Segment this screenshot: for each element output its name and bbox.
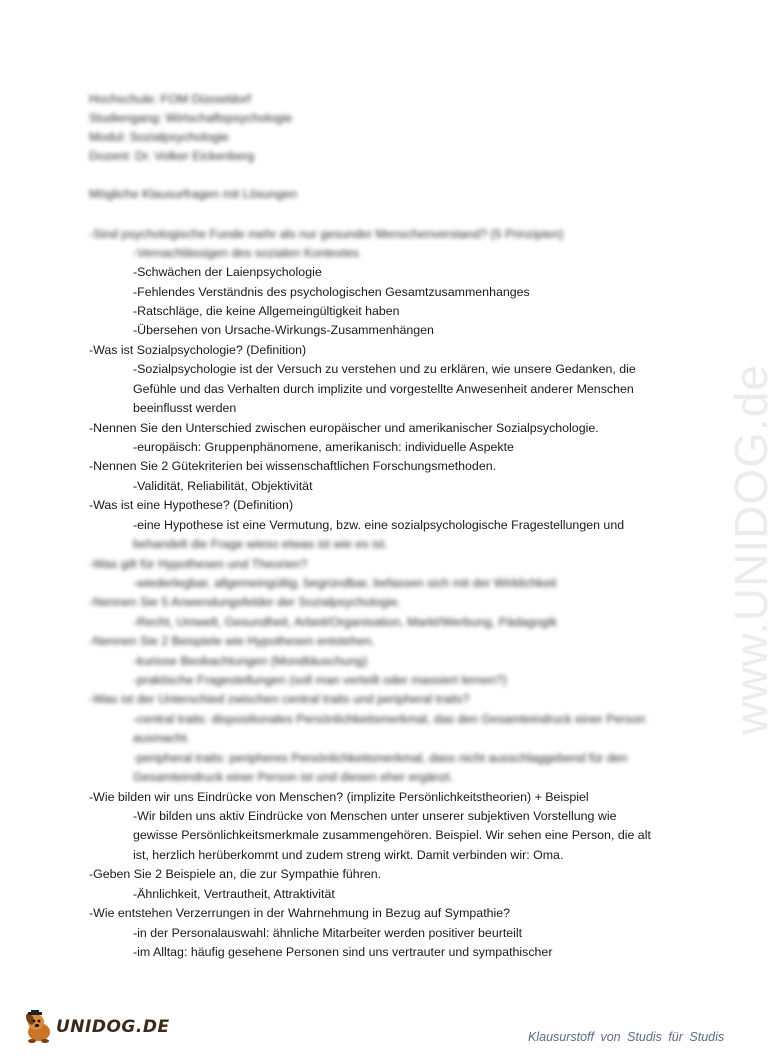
answer-line: Gesamteindruck einer Person ist und diesen eher ergänzt. [133,770,454,784]
answer-line: -Vernachlässigen des sozialen Kontextes [133,246,359,260]
dog-mascot-icon [22,1010,54,1044]
answer-line: -Sozialpsychologie ist der Versuch zu verstehen und zu erklären, wie unsere Gedanken, die [133,362,636,376]
answer-line: -praktische Fragestellungen (soll man verteilt oder massiert lernen?) [133,673,507,687]
answer-line: -Ratschläge, die keine Allgemeingültigkeit haben [133,304,400,318]
answer-line: -in der Personalauswahl: ähnliche Mitarbeiter werden positiver beurteilt [133,926,523,940]
answer-line: -central traits: dispositionales Persönlichkeitsmerkmal, das den Gesamteindruck einer Person [133,712,646,726]
answer-line: beeinflusst werden [133,401,237,415]
answer-line: -Fehlendes Verständnis des psychologischen Gesamtzusammenhanges [133,285,530,299]
answer-line: -Schwächen der Laienpsychologie [133,265,322,279]
answer-line: Gefühle und das Verhalten durch implizite und vorgestellte Anwesenheit anderer Menschen [133,382,634,396]
question-line: -Was gilt für Hypothesen und Theorien? [89,557,308,571]
answer-line: -eine Hypothese ist eine Vermutung, bzw. eine sozialpsychologische Fragestellungen und [133,518,625,532]
header-modul: Modul: Sozialpsychologie [89,130,229,144]
answer-line: -im Alltag: häufig gesehene Personen sind uns vertrauter und sympathischer [133,945,553,959]
question-line: -Nennen Sie 2 Gütekriterien bei wissenschaftlichen Forschungsmethoden. [89,459,497,473]
answer-line: ist, herzlich herüberkommt und zudem streng wirkt. Damit verbinden wir: Oma. [133,848,564,862]
question-line: -Wie bilden wir uns Eindrücke von Menschen? (implizite Persönlichkeitstheorien) + Beispiel [89,790,589,804]
answer-line: ausmacht. [133,731,191,745]
answer-line: gewisse Persönlichkeitsmerkmale zusammengehören. Beispiel. Wir sehen eine Person, die alt [133,828,651,842]
logo-text: UNIDOG.DE [56,1017,170,1037]
question-line: -Sind psychologische Funde mehr als nur gesunder Menschenverstand? (5 Prinzipien) [89,227,564,241]
answer-line: -Ähnlichkeit, Vertrautheit, Attraktivität [133,887,335,901]
answer-line: -Wir bilden uns aktiv Eindrücke von Menschen unter unserer subjektiven Vorstellung wie [133,809,617,823]
question-line: -Geben Sie 2 Beispiele an, die zur Sympathie führen. [89,867,382,881]
unidog-logo [22,1010,170,1044]
answer-line: -Übersehen von Ursache-Wirkungs-Zusammenhängen [133,323,434,337]
question-line: -Was ist Sozialpsychologie? (Definition) [89,343,307,357]
header-hochschule: Hochschule: FOM Düsseldorf [89,92,251,106]
question-line: -Was ist der Unterschied zwischen central traits und peripheral traits? [89,692,470,706]
answer-line: -peripheral traits: peripheres Persönlichkeitsmerkmal, dass nicht ausschlaggebend für den [133,751,628,765]
header-studiengang: Studiengang: Wirtschaftspsychologie [89,111,293,125]
question-line: -Nennen Sie 2 Beispiele wie Hypothesen entstehen. [89,634,375,648]
question-line: -Nennen Sie 5 Anwendungsfelder der Sozialpsychologie. [89,595,402,609]
answer-line: -kuriose Beobachtungen (Mondtäuschung) [133,654,368,668]
answer-line: behandelt die Frage wieso etwas ist wie es ist. [133,537,388,551]
answer-line: -wiederlegbar, allgemeingültig, begründbar, befassen sich mit der Wirklichkeit [133,576,557,590]
question-line: -Wie entstehen Verzerrungen in der Wahrnehmung in Bezug auf Sympathie? [89,906,511,920]
answer-line: -Validität, Reliabilität, Objektivität [133,479,313,493]
document-subtitle: Mögliche Klausurfragen mit Lösungen [89,187,298,201]
footer-tagline: Klausurstoff von Studis für Studis [528,1030,725,1044]
question-line: -Nennen Sie den Unterschied zwischen europäischer und amerikanischer Sozialpsychologie. [89,421,599,435]
answer-line: -Recht, Umwelt, Gesundheit, Arbeit/Organisation, Markt/Werbung, Pädagogik [133,615,558,629]
question-line: -Was ist eine Hypothese? (Definition) [89,498,294,512]
header-dozent: Dozent: Dr. Volker Eickenberg [89,149,255,163]
answer-line: -europäisch: Gruppenphänomene, amerikanisch: individuelle Aspekte [133,440,514,454]
watermark-text: www.UNIDOG.de [725,364,777,735]
watermark [678,280,777,740]
